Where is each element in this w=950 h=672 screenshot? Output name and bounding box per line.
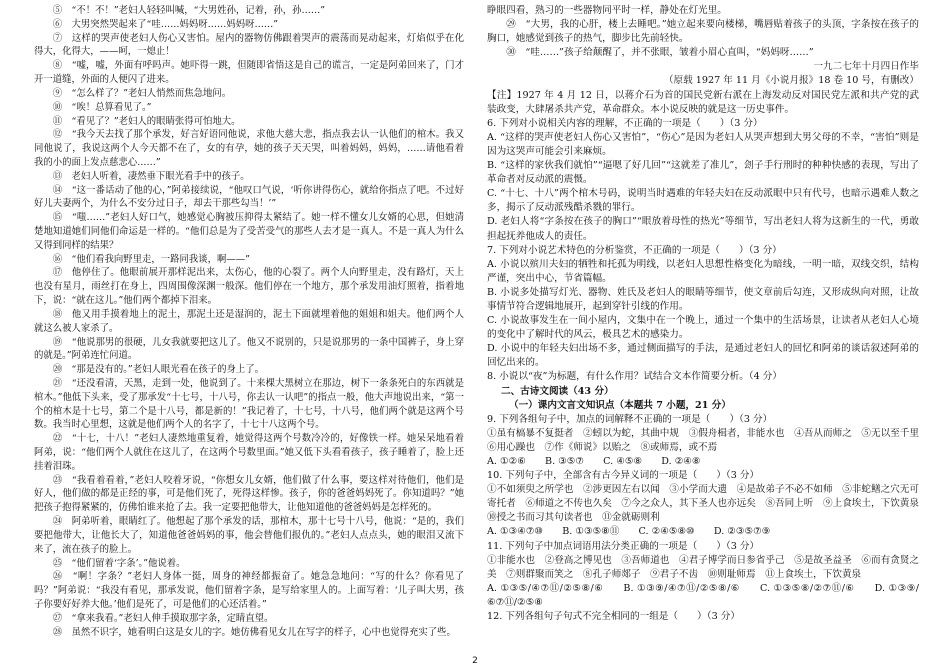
story-paragraph: ⑨ “怎么样了？”老妇人悄然而焦急地问。 bbox=[52, 87, 232, 99]
story-paragraph: ⑮ “嗤……”老妇人好口气，她感觉心胸被压抑得太紧结了。她一样不懂女儿女婿的心思，但她清楚地知道她们同他们命运是一样的。“他们总是为了受苦受气的那些人去才是一真人。不是一真人为什么又得到同样的结果？ bbox=[34, 212, 464, 251]
answer-option: A. “这样的哭声使老妇人伤心又害怕”，“伤心”是因为老妇人从哭声想到大男父母的不幸，“害怕”则是因为这哭声可能会引来麻烦。 bbox=[487, 131, 919, 157]
question-11-items: ①非能水也 ②登高之博见也 ③吾师道也 ④君子博学而日参省乎己 ⑤是故圣益圣 ⑥而有贪贤之美 ⑦则群聚而笑之 ⑧孔子师郯子 ⑨君子不齿 ⑩则耻师焉 ⑪上食埃土，下饮黄泉 bbox=[487, 554, 919, 580]
question-10: 10. 下列句子中，全部含有古今异义词的一项是（ ）（3 分） bbox=[487, 470, 760, 482]
question-11-options: A. ①③⑤/④⑦⑪/②⑤⑧/⑥ B. ①③⑨/④⑦⑪/②⑤⑧/⑥ C. ①③⑤⑧/②⑦⑪/⑥ D. ①③⑨/⑥⑦⑪/②⑤⑧ bbox=[487, 582, 919, 608]
question-12: 12. 下列各组句子句式不完全相同的一组是（ ）（3 分） bbox=[487, 611, 740, 623]
story-paragraph: ⑧ “嘘，嘘，外面有呼吗声。她吓得一跳，但随即省悟这是自己的谎言，一定是阿弟回来了，门才开一道缝，外面的人便闪了进来。 bbox=[34, 60, 464, 86]
story-paragraph: ⑫ “我今天去找了那个承发，好言好语同他说，求他大慈大悲，指点我去认一认他们的棺木。我又同他说了，我说这两个人今天都不在了，女的有孕，她的孩子天天哭，叫着妈妈，妈妈，……请他看着我的小的面上发点慈悲心……” bbox=[34, 129, 464, 168]
story-paragraph: ㉒ “十七，十八！”老妇人凄然地重复着，她觉得这两个号数冷冷的，好像铁一样。她呆呆地看着阿弟，说：“他们两个人就住在这儿了，在这两个号数里面。”她又低下头看看孩子，孩子睡着了，脸上还挂着泪珠。 bbox=[34, 433, 464, 472]
story-paragraph: ⑬ 老妇人听着，凄然垂下眼光看手中的孩子。 bbox=[52, 170, 250, 182]
story-paragraph: ㉗ “拿来我看。”老妇人伸手摸取那字条，定睛直望。 bbox=[52, 612, 274, 624]
answer-option: D. 老妇人将“字条按在孩子的胸口”“眼放着母性的热光”等细节，写出老妇人将为这新生的一代，勇敢担起抚养他成人的责任。 bbox=[487, 216, 919, 242]
question-6-options bbox=[487, 131, 919, 244]
question-10-items: ①不如须臾之所学也 ②涉更因左右以闻 ③小学而大遗 ④是故弟子不必不如师 ⑤非蛇鳝之穴无可寄托者 ⑥师道之不传也久矣 ⑦今之众人，其下圣人也亦远矣 ⑧吾同上听 ⑨上食埃土，下饮黄泉 ⑩授之书而习其句读者也 ⑪金就砺则利 bbox=[487, 484, 929, 524]
story-paragraph: ⑰ 他停住了。他眼前展开那样泥出来，太伤心，他的心裂了。两个人向野里走，没有路灯，天上也没有星月，雨丝打在身上，四周围像深渊一般深。他们停在一个地方，那个承发用油灯照着，指着地下，说：“就在这儿。”他们两个都掉下泪来。 bbox=[34, 267, 464, 307]
story-paragraph: ⑥ 大男突然哭起来了“哇……妈妈呀……妈妈呀……” bbox=[52, 18, 279, 30]
story-paragraph: ㉘ 虽然不识字，她看明白这是女儿的字。她仿佛看见女儿在写字的样子，心中也觉得充实了些。 bbox=[52, 626, 456, 638]
story-paragraph: ㉚ “哇……”孩子给颠醒了，并不张眼，皱着小眉心直叫，“妈妈呀……” bbox=[506, 47, 814, 59]
question-11: 11. 下列句子中加点词语用法分类正确的一项是（ ）（3 分） bbox=[487, 540, 760, 552]
page-number: 2 bbox=[472, 656, 478, 666]
story-paragraph: ㉖ “啊！字条？”老妇人身体一挺，周身的神经都振奋了。她急急地问：“写的什么？你看见了吗？”阿弟说：“我没有看见，那承发说，他们留着字条，是写给家里人的。上面写着：‘儿子叫大男，孩子你要好好养大他。’他们是死了，可是他们的心还活着。” bbox=[34, 571, 464, 610]
story-paragraph: ㉕ “他们留着‘字条’。”他说着。 bbox=[52, 557, 186, 569]
question-9-items: ①虽有槁暴不复挺者 ②蚓以为蛇，其曲中规 ③假舟楫者，非能水也 ④吾从而师之 ⑤无以至千里 ⑥用心躁也 ⑦作《师说》以贻之 ⑧或师焉，或不焉 bbox=[487, 427, 929, 453]
answer-option: A. 小说以殡川夫妇的牺牲和托孤为明线，以老妇人思想性格变化为暗线，一明一暗，双线交织，结构严谨，突出中心，节省篇幅。 bbox=[487, 258, 919, 284]
left-column bbox=[34, 4, 464, 639]
question-6: 6. 下列对小说相关内容的理解，不正确的一项是（ ）（3 分） bbox=[487, 117, 763, 129]
question-7: 7. 下列对小说艺术特色的分析鉴赏，不正确的一项是（ ）（3 分） bbox=[487, 244, 782, 256]
story-paragraph: ⑱ 他又用手摸着地上的泥土，那泥土还是湿润的，泥土下面就埋着他的姐姐和姐夫。他们两个人就这么被人家杀了。 bbox=[34, 308, 464, 334]
story-ending bbox=[487, 4, 919, 60]
answer-option: B. “这样的家伙我们就怕”“逼嗯了好几回”“这就差了准儿”，刽子手行刑时的种种快感的表现，写出了革命者对反动派的震慑。 bbox=[487, 160, 919, 186]
subsection-heading: （一）课内文言文知识点（本题共 7 小题，21 分） bbox=[509, 399, 731, 411]
story-paragraph: ⑲ “他说那男的很硬，儿女我就要把这儿了。他又不说别的，只是说那男的一条中国裤子，身上穿的就是。”阿弟连忙问道。 bbox=[34, 336, 464, 362]
story-paragraph: ⑩ “唉！总算看见了。” bbox=[52, 101, 152, 113]
story-paragraph: ㉓ “我看着看着，”老妇人咬着牙说，“你想女儿女婿，他们做了什么事，要这样对待他们，他们是好人，他们做的都是正经的事，可是他们死了，死得这样惨。孩子，你的爸爸妈妈死了。你知道吗？”她把孩子抱得紧紧的，仿佛怕谁来抢了去。我一定要把他带大，让他知道他的爸爸妈妈是怎样死的。 bbox=[34, 474, 464, 514]
story-paragraph: 睁眼四看，熟习的一些器物同平时一样，静处在灯光里。 bbox=[487, 5, 727, 16]
section-heading: 二、古诗文阅读（43 分） bbox=[501, 385, 614, 397]
story-paragraph: ⑦ 这样的哭声使老妇人伤心又害怕。屋内的器物仿佛跟着哭声的震荡而晃动起来，灯焰似乎在化得大，化得大，——呵，一熄止！ bbox=[34, 32, 464, 58]
date-signature: 一九二七年十月四日作毕 bbox=[813, 61, 919, 73]
question-9: 9. 下列各组句子中，加点的词解释不正确的一项是（ ）（3 分） bbox=[487, 413, 773, 425]
story-paragraph: ㉑ “还没看清，天黑，走到一处，他说到了。十来棵大黑树立在那边，树下一条条死白的东西就是棺木。”他低下头来，受了那承发“十七号，十八号，你去认一认吧”的指点一般，他大声地说出来，“第一个的棺木是十七号，第二个是十八号，都是新的！”我记着了，十七号，十八号，他们两个就是这两个号数。我当时心里想，这就是他们两个人的名字了，十七十八这两个号。 bbox=[34, 377, 464, 431]
question-8: 8. 小说以“夜”为标题，有什么作用？试结合文本作简要分析。（4 分） bbox=[487, 371, 782, 383]
question-10-options: A. ①③④⑦⑩ B. ①③⑤⑧⑪ C. ②④⑤⑧⑩ D. ②③⑤⑦⑨ bbox=[487, 526, 771, 538]
source-citation: （原载 1927 年 11 月《小说月报》18 卷 10 号，有删改） bbox=[663, 75, 919, 87]
story-paragraph: ⑪ “看见了？”老妇人的眼睛张得可怕地大。 bbox=[52, 115, 241, 127]
answer-option: C. 小说故事发生在一间小屋内，文集中在一个晚上，通过一个集中的生活场景，让读者从老妇人心境的变化中了解时代的风云，极具艺术的感染力。 bbox=[487, 315, 919, 341]
story-paragraph: ㉙ “大男，我的心肝，楼上去睡吧。”她立起来要向楼梯，嘴唇贴着孩子的头顶，字条按在孩子的胸口，她感觉到孩子的热气，脚步比先前轻快。 bbox=[487, 19, 919, 45]
story-paragraph: ㉔ 阿弟听着，眼睛红了。他想起了那个承发的话，那棺木，那十七号十八号，他说：“是的，我们要把他带大，让他长大了，知道他爸爸妈妈的事，他会替他们报仇的。”老妇人点点头，她的眼泪又流下来了，流在孩子的脸上。 bbox=[34, 516, 464, 555]
story-paragraph: ⑤ “不！不！”老妇人轻轻叫喊，“大男姓孙，记着，孙，孙……” bbox=[52, 5, 326, 16]
answer-option: C. “十七、十八”两个棺木号码，说明当时遇难的年轻夫妇在反动派眼中只有代号，也暗示遇难人数之多，揭示了反动派残酷杀戮的罪行。 bbox=[487, 188, 919, 214]
question-9-options: A. ①②⑥ B. ③⑤⑦ C. ④⑤⑧ D. ②④⑧ bbox=[487, 456, 701, 467]
story-paragraph: ⑭ “这一番话动了他的心，”阿弟接续说，“他叹口气说，‘听你讲得伤心，就给你指点了吧。不过好好儿夫妻两个，为什么不安分过日子，却去干那些勾当！’” bbox=[34, 184, 464, 210]
answer-option: D. 小说中的年轻夫妇出场不多，通过侧面描写的手法，是通过老妇人的回忆和阿弟的谈话叙述阿弟的回忆出来的。 bbox=[487, 343, 919, 369]
right-column bbox=[487, 4, 929, 624]
story-paragraph: ⑳ “那是没有的。”老妇人眼光看在孩子的身上了。 bbox=[52, 364, 264, 376]
story-paragraph: ⑯ “他们看我向野里走，一路同我谈，啊——” bbox=[52, 253, 250, 265]
answer-option: B. 小说多处描写灯光、器物、姓氏及老妇人的眼睛等细节，使文章前后勾连，又形成纵向对照，让故事情节符合逻辑地展开，起到穿针引线的作用。 bbox=[487, 286, 919, 312]
footnote: 【注】1927 年 4 月 12 日，以蒋介石为首的国民党新右派在上海发动反对国民党左派和共产党的武装政变，大肆屠杀共产党，革命群众。本小说反映的就是这一历史事件。 bbox=[487, 89, 919, 115]
question-7-options bbox=[487, 258, 919, 371]
